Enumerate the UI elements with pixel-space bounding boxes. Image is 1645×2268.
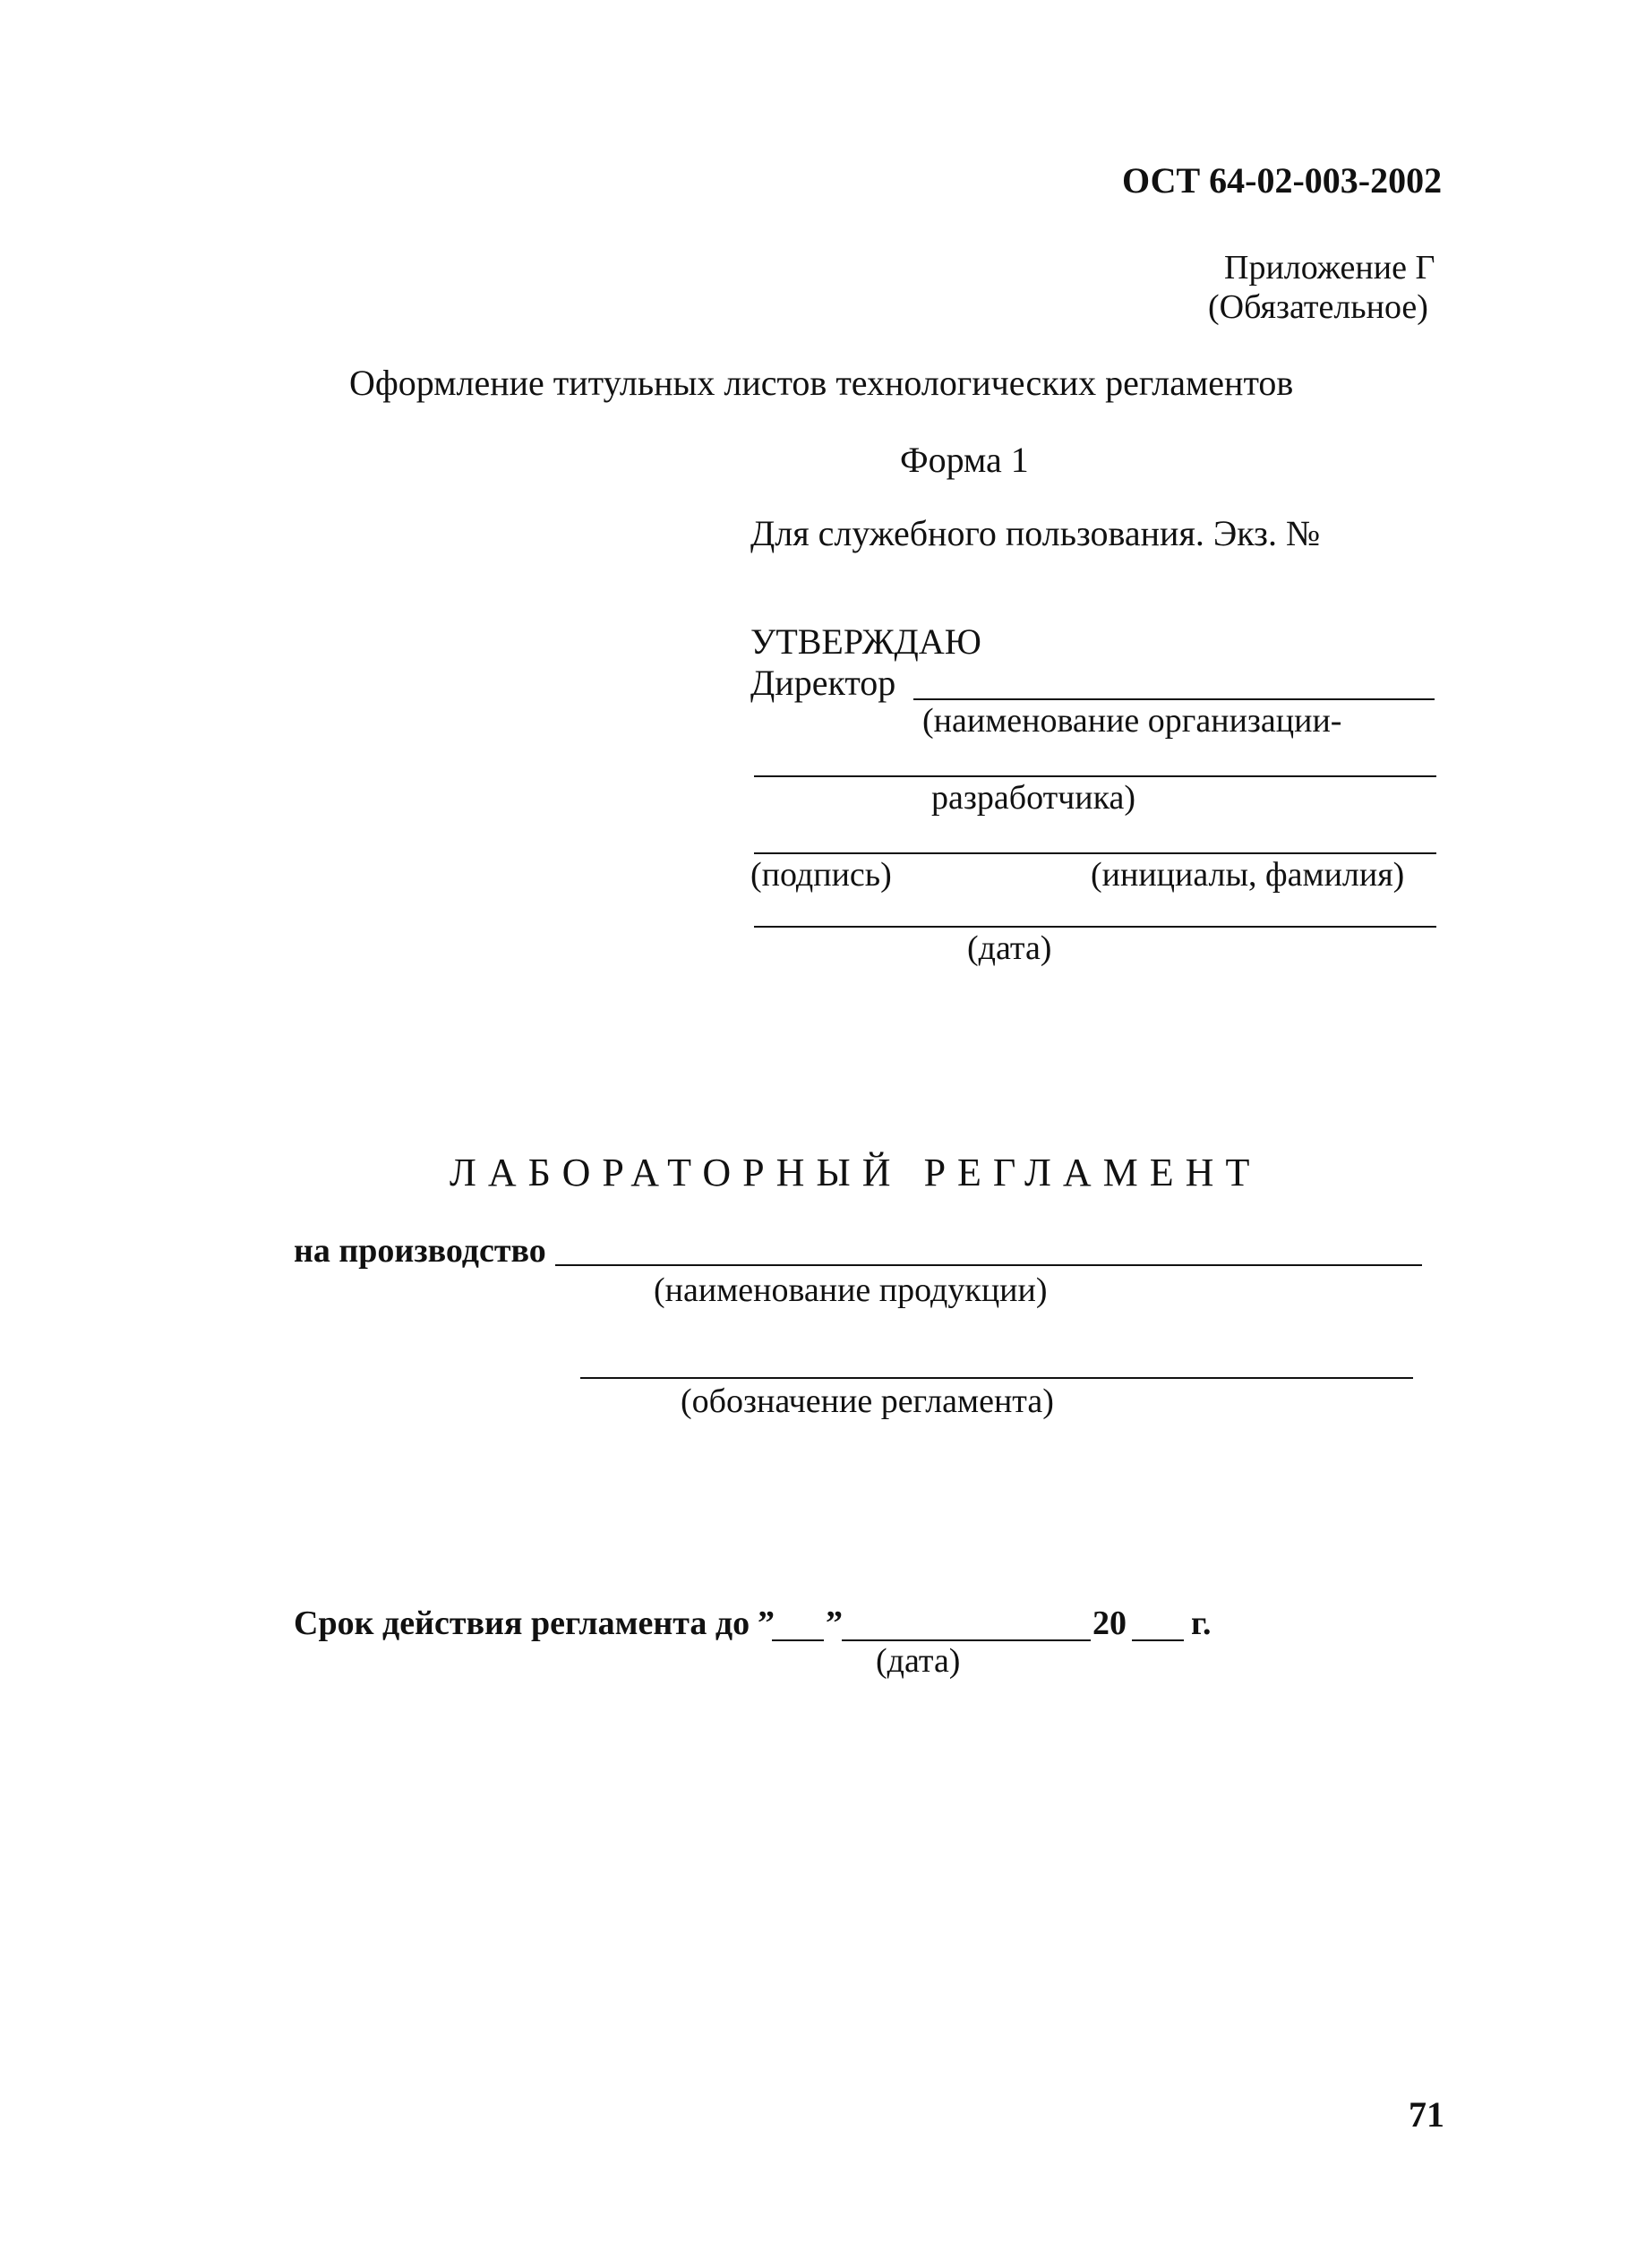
validity-open-quote: ” <box>758 1605 775 1642</box>
day-line <box>772 1639 824 1641</box>
production-label: на производство <box>294 1232 546 1270</box>
regulation-title: ЛАБОРАТОРНЫЙ РЕГЛАМЕНТ <box>450 1151 1262 1194</box>
page-number: 71 <box>1409 2094 1444 2135</box>
director-line <box>913 698 1435 700</box>
date-line <box>754 926 1436 928</box>
designation-line <box>580 1377 1413 1379</box>
validity-year-suffix: г. <box>1191 1605 1212 1642</box>
date-caption: (дата) <box>967 929 1052 967</box>
org-line <box>754 775 1436 777</box>
designation-caption: (обозначение регламента) <box>681 1382 1054 1420</box>
approval-heading: УТВЕРЖДАЮ <box>750 621 981 662</box>
year-line <box>1132 1639 1184 1641</box>
validity-year-prefix: 20 <box>1092 1605 1127 1642</box>
appendix-label: Приложение Г <box>1224 249 1435 287</box>
director-label: Директор <box>750 663 896 703</box>
restriction-note: Для служебного пользования. Экз. № <box>750 513 1321 553</box>
section-title: Оформление титульных листов технологических регламентов <box>349 363 1294 403</box>
appendix-status: (Обязательное) <box>1208 288 1428 326</box>
org-caption-2: разработчика) <box>931 779 1136 817</box>
org-caption-1: (наименование организации- <box>922 702 1342 740</box>
form-label: Форма 1 <box>900 440 1029 480</box>
name-caption: (инициалы, фамилия) <box>1091 856 1405 894</box>
validity-date-caption: (дата) <box>876 1642 961 1680</box>
validity-close-quote: ” <box>826 1605 843 1642</box>
signature-caption: (подпись) <box>750 856 892 894</box>
signature-line <box>754 852 1436 854</box>
product-caption: (наименование продукции) <box>654 1271 1048 1309</box>
standard-code: ОСТ 64-02-003-2002 <box>1122 160 1443 201</box>
product-line <box>555 1264 1422 1266</box>
validity-label: Срок действия регламента до <box>294 1605 750 1642</box>
month-line <box>842 1639 1091 1641</box>
